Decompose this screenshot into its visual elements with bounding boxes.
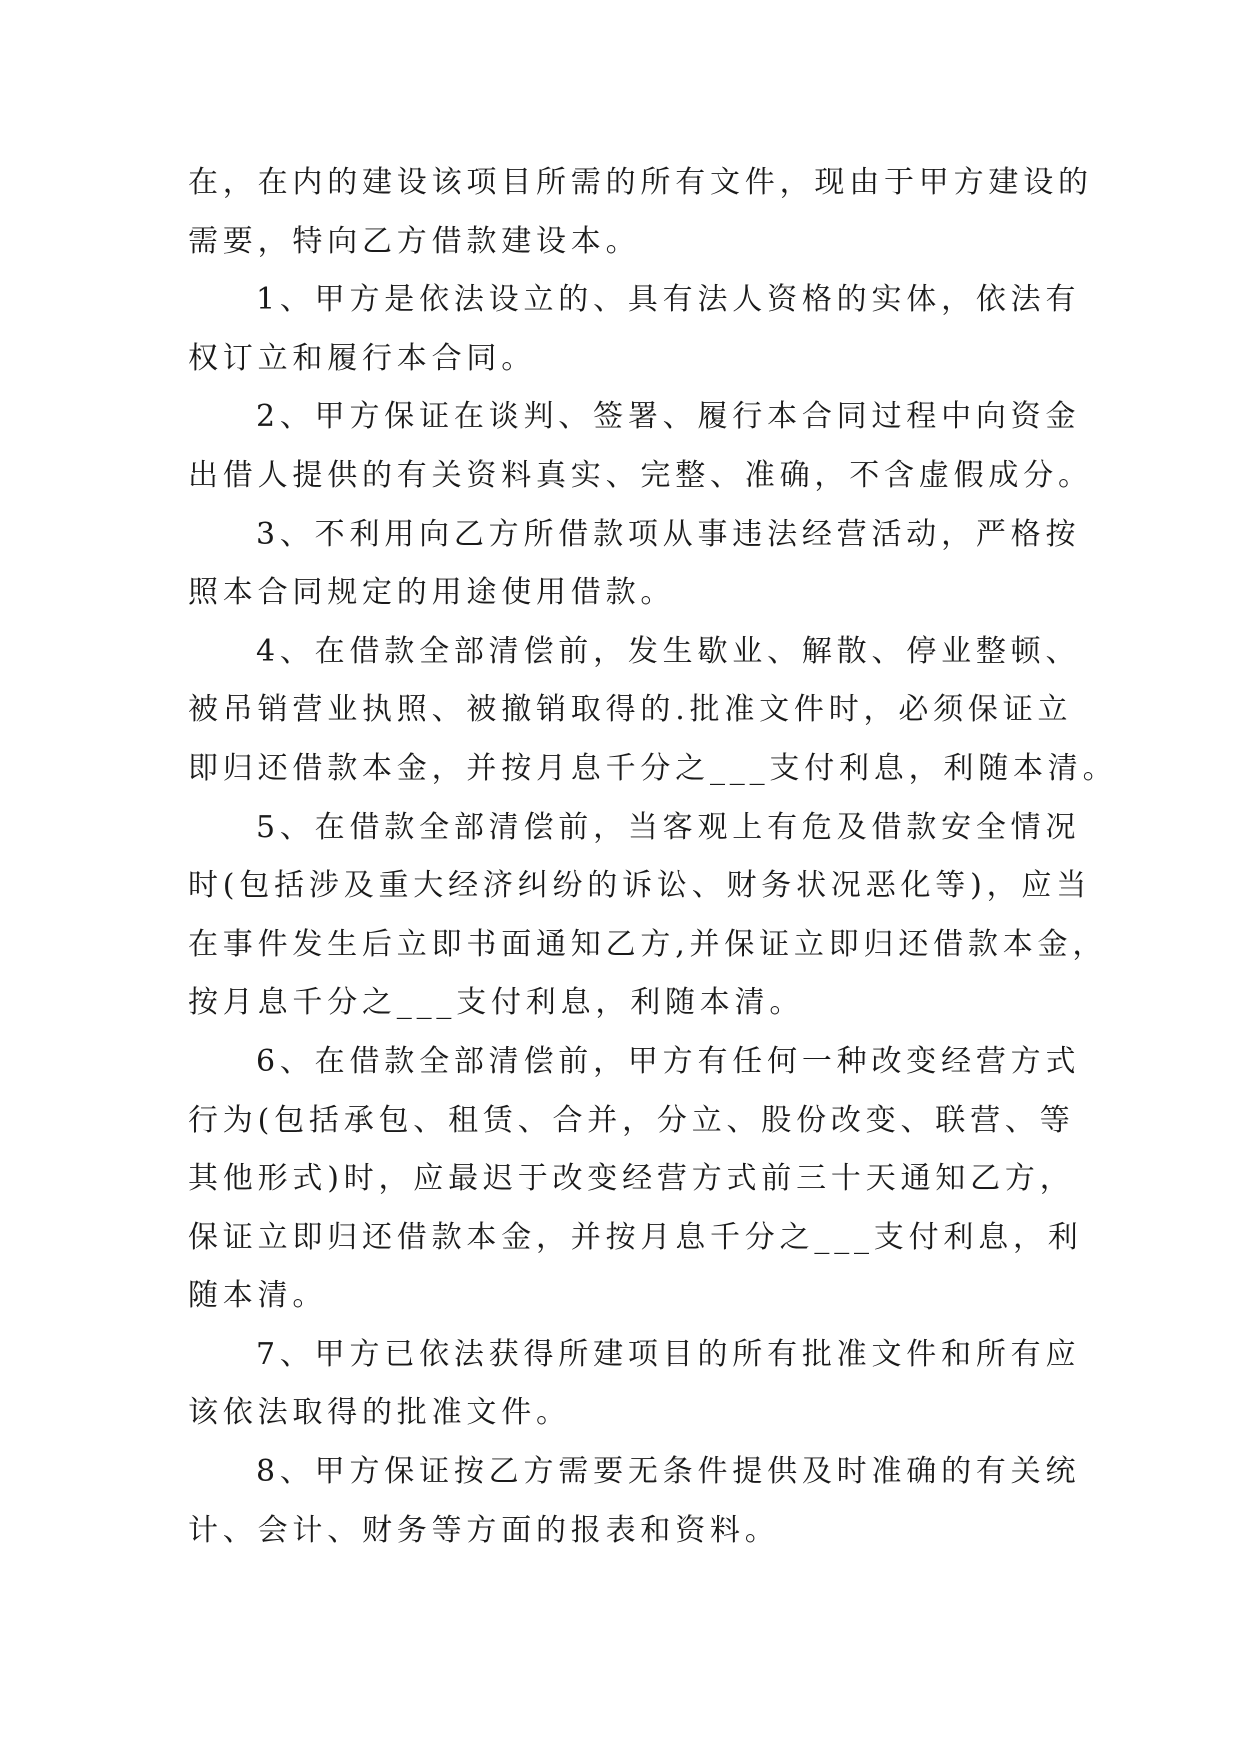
text-line: 该依法取得的批准文件。 <box>188 1395 571 1431</box>
text-line: 6、在借款全部清偿前，甲方有任何一种改变经营方式 <box>256 1043 1081 1079</box>
clause-2 <box>188 388 1093 505</box>
clause-1 <box>188 271 1081 388</box>
text-line: 计、会计、财务等方面的报表和资料。 <box>188 1512 780 1548</box>
text-line: 出借人提供的有关资料真实、完整、准确，不含虚假成分。 <box>188 457 1093 493</box>
clause-5 <box>188 799 1108 1033</box>
paragraph-intro <box>188 154 1093 271</box>
text-line: 3、不利用向乙方所借款项从事违法经营活动，严格按 <box>256 516 1081 552</box>
text-line: 8、甲方保证按乙方需要无条件提供及时准确的有关统 <box>256 1454 1081 1490</box>
clause-8 <box>188 1443 1081 1560</box>
text-line: 在事件发生后立即书面通知乙方,并保证立即归还借款本金， <box>188 926 1108 962</box>
text-line: 被吊销营业执照、被撤销取得的.批准文件时，必须保证立 <box>188 692 1073 728</box>
text-line: 7、甲方已依法获得所建项目的所有批准文件和所有应 <box>256 1336 1081 1372</box>
text-line: 时(包括涉及重大经济纠纷的诉讼、财务状况恶化等)，应当 <box>188 868 1092 904</box>
text-line: 其他形式)时，应最迟于改变经营方式前三十天通知乙方， <box>188 1161 1075 1197</box>
text-line: 5、在借款全部清偿前，当客观上有危及借款安全情况 <box>256 809 1081 845</box>
text-line: 随本清。 <box>188 1278 328 1314</box>
clause-3 <box>188 506 1081 623</box>
text-line: 需要，特向乙方借款建设本。 <box>188 223 641 259</box>
text-line: 按月息千分之___支付利息，利随本清。 <box>188 985 805 1021</box>
text-line: 在，在内的建设该项目所需的所有文件，现由于甲方建设的 <box>188 165 1093 200</box>
clause-6 <box>188 1033 1083 1326</box>
text-line: 1、甲方是依法设立的、具有法人资格的实体，依法有 <box>256 282 1081 318</box>
text-line: 保证立即归还借款本金，并按月息千分之___支付利息，利 <box>188 1219 1083 1255</box>
document-body <box>188 154 1118 1560</box>
text-line: 照本合同规定的用途使用借款。 <box>188 575 676 611</box>
text-line: 4、在借款全部清偿前，发生歇业、解散、停业整顿、 <box>256 633 1081 669</box>
text-line: 权订立和履行本合同。 <box>188 340 536 376</box>
text-line: 行为(包括承包、租赁、合并，分立、股份改变、联营、等 <box>188 1102 1075 1138</box>
text-line: 即归还借款本金，并按月息千分之___支付利息，利随本清。 <box>188 750 1118 786</box>
clause-4 <box>188 623 1118 799</box>
text-line: 2、甲方保证在谈判、签署、履行本合同过程中向资金 <box>256 399 1081 435</box>
clause-7 <box>188 1326 1081 1443</box>
